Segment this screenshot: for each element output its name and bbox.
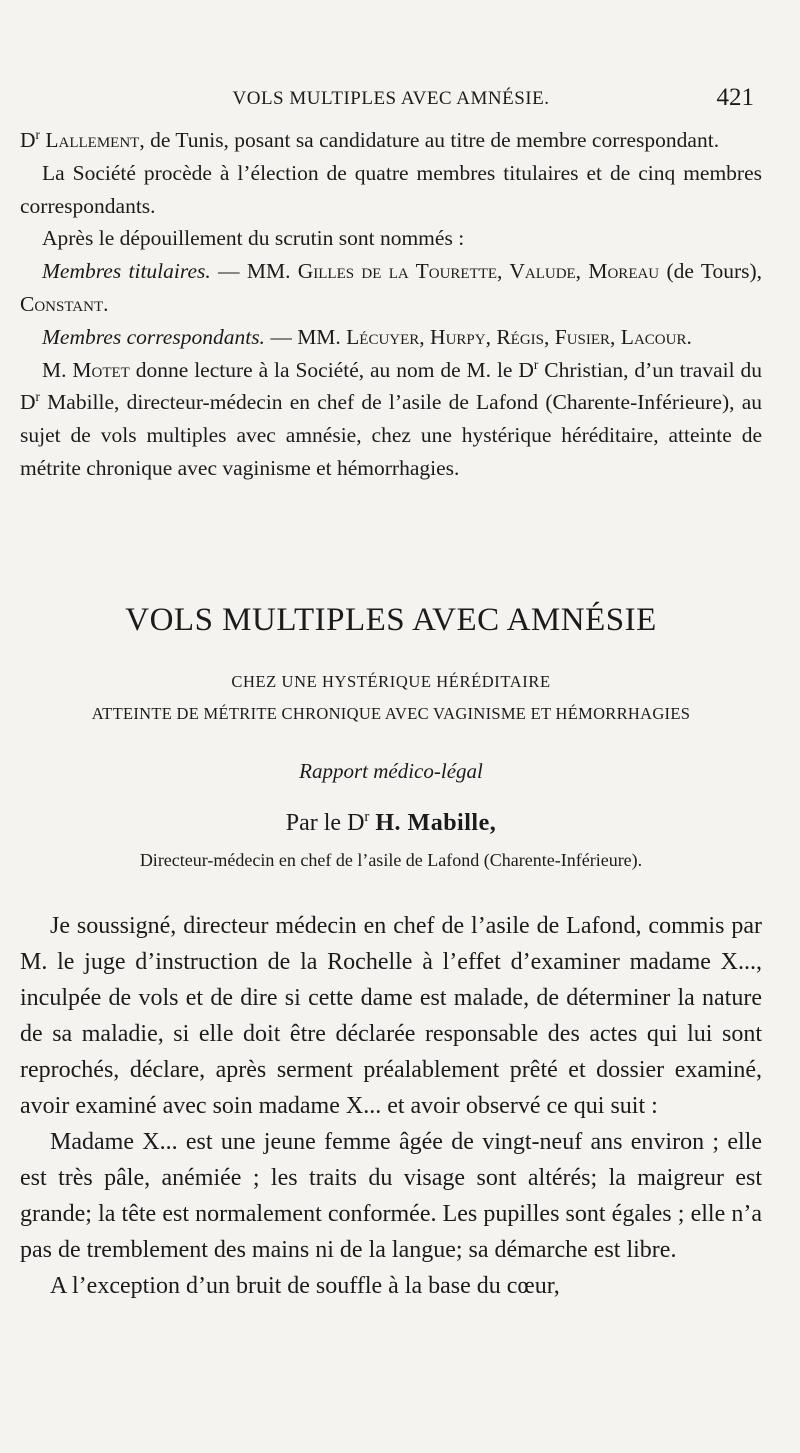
article-title: VOLS MULTIPLES AVEC AMNÉSIE [125, 602, 657, 638]
byline-prefix: Par le D [285, 810, 365, 836]
titulaires-label: Membres titulaires. [42, 259, 211, 284]
titulaires-sep: — MM. [210, 259, 298, 284]
body-paragraph-1: Je soussigné, directeur médecin en chef de l’asile de Lafond, commis par M. le juge d’instruction de la Rochelle à l’effet d’examiner madame X..., inculpée de vols et de dire si cette dame est malade, de déterminer la nature de sa maladie, si elle doit être déclarée responsable des actes qui lui sont reprochés, déclare, après serment préalablement prêté et dossier examiné, avoir examiné avec soin madame X... et avoir observé ce qui suit : [20, 913, 762, 1119]
running-title: VOLS MULTIPLES AVEC AMNÉSIE. [232, 88, 550, 109]
dr-sup: r [35, 126, 40, 142]
article-subtitle-line-1: CHEZ UNE HYSTÉRIQUE HÉRÉDITAIRE [231, 672, 551, 691]
paragraph-correspondants [20, 321, 762, 354]
paragraph-lallement [20, 124, 762, 157]
author-affiliation: Directeur-médecin en chef de l’asile de Lafond (Charente-Inférieure). [139, 850, 643, 870]
correspondants-end: . [686, 324, 692, 349]
page-number: 421 [716, 84, 754, 111]
report-type: Rapport médico-légal [299, 759, 483, 783]
paragraph-election: La Société procède à l’élection de quatre membres titulaires et de cinq membres correspondants. [20, 160, 762, 218]
byline-sup: r [364, 809, 370, 825]
correspondants-sep: — MM. [264, 324, 347, 349]
author-name: H. Mabille, [375, 810, 497, 836]
motet-sup-2: r [35, 389, 40, 405]
byline [20, 810, 762, 837]
correspondants-label: Membres correspondants. [42, 324, 265, 349]
article-subtitle-line-2: ATTEINTE DE MÉTRITE CHRONIQUE AVEC VAGINISME ET HÉMORRHAGIES [91, 704, 691, 723]
body-paragraph-2: Madame X... est une jeune femme âgée de vingt-neuf ans environ ; elle est très pâle, anémiée ; les traits du visage sont altérés; la maigreur est grande; la tête est normalement conformée. Les pupilles sont égales ; elle n’a pas de tremblement des mains ni de la langue; sa démarche est libre. [20, 1129, 762, 1263]
paragraph-titulaires [20, 255, 762, 321]
paragraph-motet [20, 354, 762, 485]
society-minutes [20, 124, 762, 485]
body-paragraph-3: A l’exception d’un bruit de souffle à la base du cœur, [50, 1273, 560, 1299]
titulaires-last: Constant [20, 291, 104, 316]
titulaires-plain: (de Tours), [659, 259, 763, 284]
paragraph-scrutin: Après le dépouillement du scrutin sont nommés : [42, 226, 465, 251]
motet-text-2: Christian, d’un travail du D [20, 357, 762, 415]
dr-abbrev: D [20, 128, 36, 152]
titulaires-end: . [103, 291, 109, 316]
titulaires-names: Gilles de la Tourette, Valude, Moreau [297, 259, 660, 284]
motet-prefix: M. [42, 357, 73, 382]
motet-text-3: Mabille, directeur-médecin en chef de l’asile de Lafond (Charente-Inférieure), au sujet de vols multiples avec amnésie, chez une hystérique héréditaire, atteinte de métrite chronique avec vaginisme et hémorrhagies. [20, 390, 762, 480]
motet-sup-1: r [533, 356, 539, 372]
correspondants-names: Lécuyer, Hurpy, Régis, Fusier, Lacour [346, 324, 687, 349]
motet-text-1: donne lecture à la Société, au nom de M. le D [129, 357, 534, 382]
candidate-text: , de Tunis, posant sa candidature au titre de membre correspondant. [139, 128, 720, 152]
motet-name: Motet [72, 357, 130, 382]
report-body [20, 908, 762, 1304]
candidate-name: Lallement [45, 128, 140, 152]
running-head [20, 84, 762, 114]
